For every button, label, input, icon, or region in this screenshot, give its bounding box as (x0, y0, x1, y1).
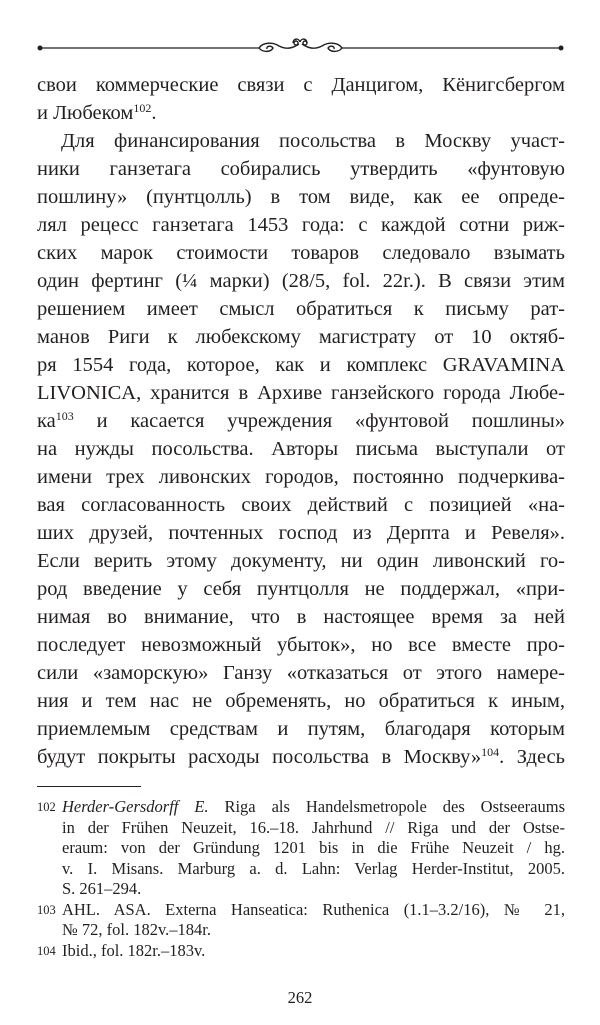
footnote-text: v. I. Misans. Marburg a. d. Lahn: Verlag Herder-Institut, 2005. (62, 858, 565, 878)
footnote-text: Riga als Handelsmetropole des Ostseeraums (208, 797, 565, 816)
footnote-text: № 72, fol. 182v.–184r. (62, 920, 211, 939)
text-line (37, 687, 565, 715)
footnote-line (37, 879, 565, 900)
line-text: ших друзей, почтенных господ из Дерпта и Ревеля». (37, 522, 565, 544)
line-text: и Любеком (37, 102, 134, 124)
footnote-ref: 103 (55, 409, 74, 423)
line-text: Если верить этому документу, ни один ливонский го- (37, 550, 565, 572)
text-line (37, 351, 565, 379)
text-line (37, 295, 565, 323)
footnote-rule (37, 786, 141, 787)
text-line (37, 715, 565, 743)
line-text: Для финансирования посольства в Москву участ- (61, 130, 565, 152)
line-text: приемлемым средствам и путям, благодаря которым (37, 718, 565, 740)
footnote-text: S. 261–294. (62, 879, 142, 898)
text-line (37, 323, 565, 351)
line-text: ка (37, 410, 56, 432)
text-line (37, 267, 565, 295)
text-line (37, 603, 565, 631)
line-text: вая согласованность своих действий с позицией «на- (37, 494, 565, 516)
footnotes (37, 797, 565, 961)
footnote-line (37, 920, 565, 941)
text-line (37, 99, 565, 127)
line-text: нимая во внимание, что в настоящее время за ней (37, 606, 565, 628)
footnote-line (37, 900, 565, 921)
text-line (37, 659, 565, 687)
footnote-line (37, 797, 565, 818)
text-line (37, 239, 565, 267)
footnote-line (37, 838, 565, 859)
text-line (37, 71, 565, 99)
footnote-ref: 104 (481, 745, 500, 759)
text-line (37, 435, 565, 463)
line-text: последует невозможный убыток», но все вместе про- (37, 634, 565, 656)
line-text: LIVONICA, хранится в Архиве ганзейского города Любе- (37, 382, 565, 404)
footnote-text: Ibid., fol. 182r.–183v. (62, 940, 206, 960)
footnote-line (37, 818, 565, 839)
footnote-number: 102 (37, 800, 56, 814)
line-text: имени трех ливонских городов, постоянно подчеркива- (37, 466, 565, 488)
line-text: ния и тем нас не обременять, но обратиться к иным, (37, 690, 565, 712)
footnote-text: eraum: von der Gründung 1201 bis in die Frühe Neuzeit / hg. (62, 838, 565, 857)
line-text: . (151, 102, 157, 124)
line-text: . Здесь (499, 746, 566, 768)
line-text: род введение у себя пунтцолля не поддержал, «при- (37, 578, 565, 600)
line-text: свои коммерческие связи с Данцигом, Кёнигсбергом (37, 74, 565, 96)
line-text: манов Риги к любекскому магистрату от 10 октяб- (37, 326, 565, 348)
footnote-author: Herder-Gersdorff E. (62, 797, 209, 816)
text-line (37, 155, 565, 183)
line-text: будут покрыты расходы посольства в Москву» (37, 746, 482, 768)
line-text: ники ганзетага собирались утвердить «фунтовую (37, 158, 565, 180)
text-line (37, 743, 565, 771)
text-line (37, 463, 565, 491)
footnote-line (37, 941, 565, 962)
footnote-text: in der Frühen Neuzeit, 16.–18. Jahrhund // Riga und der Ostse- (62, 817, 565, 837)
footnote-ref: 102 (133, 101, 152, 115)
text-line (37, 211, 565, 239)
line-text: ских марок стоимости товаров следовало взымать (37, 242, 565, 264)
text-line (37, 407, 565, 435)
footnote-number: 104 (37, 943, 56, 958)
line-text: один фертинг (¼ марки) (28/5, fol. 22r.). В связи этим (37, 270, 565, 292)
main-text (37, 71, 565, 771)
footnote-line (37, 859, 565, 880)
line-text: сили «заморскую» Ганзу «отказаться от этого намере- (37, 662, 565, 684)
header-ornament (37, 36, 564, 60)
text-line (37, 519, 565, 547)
footnote-text: AHL. ASA. Externa Hanseatica: Ruthenica (1.1–3.2/16), № 21, (62, 899, 565, 919)
footnote-number: 103 (37, 902, 56, 917)
text-line (37, 631, 565, 659)
line-text: лял рецесс ганзетага 1453 года: с каждой сотни риж- (37, 214, 565, 236)
page-number: 262 (287, 988, 313, 1007)
line-text: ря 1554 года, которое, как и комплекс GRAVAMINA (37, 354, 565, 376)
text-line (37, 491, 565, 519)
line-text: решением имеет смысл обратиться к письму рат- (37, 298, 565, 320)
text-line (37, 127, 565, 155)
text-line (37, 575, 565, 603)
text-line (37, 379, 565, 407)
text-line (37, 183, 565, 211)
text-line (37, 547, 565, 575)
line-text: и касается учреждения «фунтовой пошлины» (73, 410, 565, 432)
line-text: пошлину» (пунтцолль) в том виде, как ее опреде- (37, 186, 565, 208)
line-text: на нужды посольства. Авторы письма выступали от (37, 438, 565, 460)
